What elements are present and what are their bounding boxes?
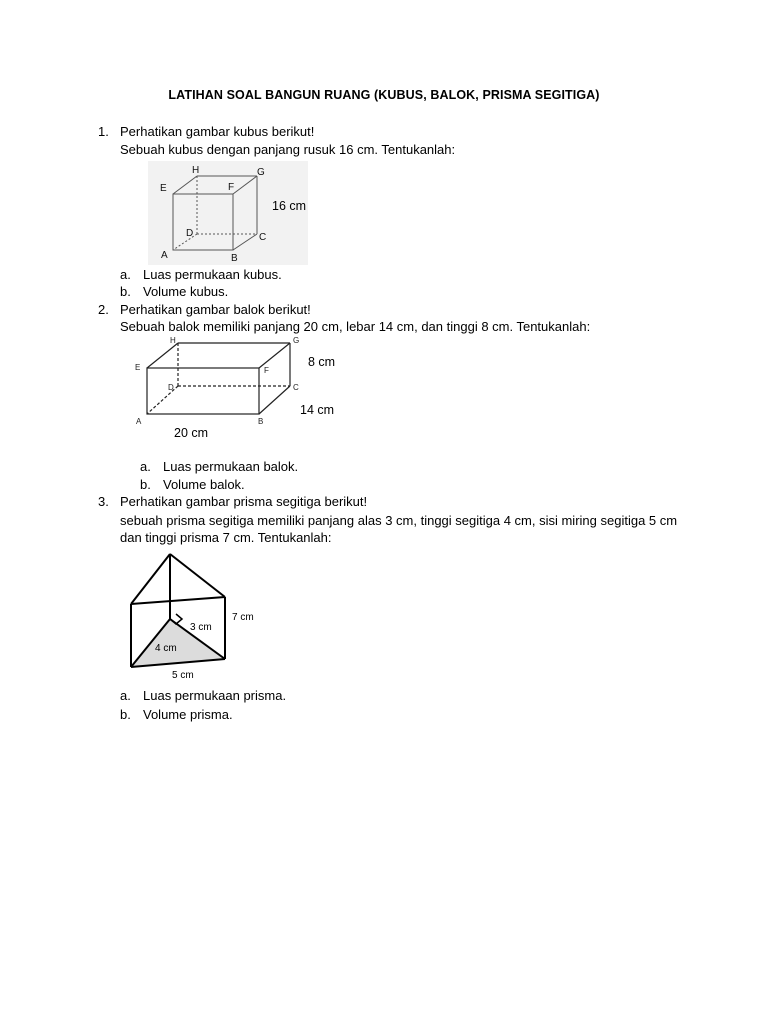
question-1-prompt: Sebuah kubus dengan panjang rusuk 16 cm. Tentukanlah: [120, 142, 456, 157]
figure-background [148, 161, 308, 265]
question-3-part-b-text: Volume prisma. [143, 707, 233, 722]
question-2-part-a-text: Luas permukaan balok. [163, 459, 299, 474]
cube-vertex-g: G [257, 167, 265, 178]
cuboid-vertex-f: F [264, 366, 269, 375]
cuboid-vertex-g: G [293, 336, 300, 345]
document-title: LATIHAN SOAL BANGUN RUANG (KUBUS, BALOK, PRISMA SEGITIGA) [168, 88, 600, 102]
question-1-part-a-label: a. [120, 267, 131, 282]
question-2-part-a-label: a. [140, 459, 151, 474]
cube-vertex-f: F [228, 182, 235, 193]
question-3-part-b-label: b. [120, 707, 131, 722]
cuboid-width-label: 14 cm [300, 403, 335, 417]
question-1-number: 1. [98, 124, 109, 139]
cube-vertex-a: A [161, 250, 168, 261]
cuboid-vertex-c: C [293, 383, 299, 392]
cuboid-vertex-b: B [258, 417, 264, 426]
cuboid-vertex-a: A [136, 417, 142, 426]
cuboid-vertex-d: D [168, 383, 174, 392]
prism-triangle-height-label: 4 cm [155, 643, 177, 654]
question-3-intro: Perhatikan gambar prisma segitiga berikut! [120, 494, 368, 509]
cube-edge-length: 16 cm [272, 199, 307, 213]
cuboid-figure [130, 334, 350, 442]
cube-figure [148, 161, 318, 265]
question-3-part-a-text: Luas permukaan prisma. [143, 688, 287, 703]
prism-base-label: 3 cm [190, 622, 212, 633]
question-3-prompt-line-2: dan tinggi prisma 7 cm. Tentukanlah: [120, 530, 332, 545]
cube-vertex-c: C [259, 232, 267, 243]
question-2-prompt: Sebuah balok memiliki panjang 20 cm, lebar 14 cm, dan tinggi 8 cm. Tentukanlah: [120, 319, 591, 334]
question-3-part-a-label: a. [120, 688, 131, 703]
cuboid-vertex-e: E [135, 363, 141, 372]
cuboid-length-label: 20 cm [174, 426, 209, 440]
question-1-part-a-text: Luas permukaan kubus. [143, 267, 282, 282]
question-1-part-b-text: Volume kubus. [143, 284, 229, 299]
cuboid-vertex-h: H [170, 336, 176, 345]
cube-vertex-b: B [231, 253, 238, 264]
cube-vertex-d: D [186, 228, 194, 239]
cube-vertex-h: H [192, 165, 200, 176]
question-1-part-b-label: b. [120, 284, 131, 299]
cube-vertex-e: E [160, 183, 167, 194]
question-3-number: 3. [98, 494, 109, 509]
prism-height-label: 7 cm [232, 612, 254, 623]
prism-hypotenuse-label: 5 cm [172, 670, 194, 681]
question-2-part-b-text: Volume balok. [163, 477, 245, 492]
question-1-intro: Perhatikan gambar kubus berikut! [120, 124, 315, 139]
prism-figure [125, 549, 275, 684]
question-2-number: 2. [98, 302, 109, 317]
question-2-part-b-label: b. [140, 477, 151, 492]
cuboid-height-label: 8 cm [308, 355, 336, 369]
question-3-prompt-line-1: sebuah prisma segitiga memiliki panjang alas 3 cm, tinggi segitiga 4 cm, sisi miring segitiga 5 cm [120, 513, 678, 528]
question-2-intro: Perhatikan gambar balok berikut! [120, 302, 311, 317]
